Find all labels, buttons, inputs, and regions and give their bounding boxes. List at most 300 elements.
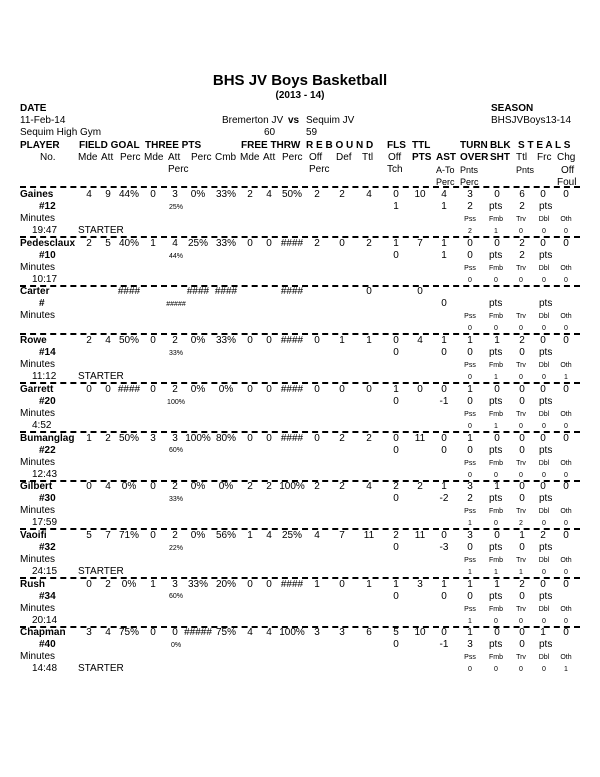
steal-type-value: 0	[542, 617, 546, 625]
col-blk: BLK	[490, 140, 511, 151]
attempt-percent: 22%	[168, 544, 184, 552]
steal-type-value: 1	[519, 568, 523, 576]
steal-type-value: 1	[468, 568, 472, 576]
fg-percent: 75%	[118, 627, 140, 639]
three-made: 0	[150, 627, 156, 639]
minutes-label: Minutes	[20, 261, 56, 273]
minutes-played: 19:47	[32, 225, 58, 236]
three-percent: #####	[184, 627, 212, 639]
steal-type-value: 0	[564, 568, 568, 576]
turnovers: 1	[467, 578, 473, 590]
blocks: 0	[494, 432, 500, 444]
reb-offensive: 0	[314, 335, 320, 347]
steal-type-label: Dbl	[538, 362, 550, 370]
combined-percent: 75%	[215, 627, 237, 639]
steals-total: 0	[519, 383, 525, 395]
minutes-label: Minutes	[20, 213, 56, 224]
steal-type-value: 0	[542, 422, 546, 430]
three-attempted: 2	[172, 383, 178, 395]
away-score: 59	[306, 127, 318, 138]
turnovers: 0	[467, 237, 473, 249]
fg-percent: 71%	[118, 529, 140, 541]
steal-type-value: 1	[494, 568, 498, 576]
points: 0	[417, 286, 423, 298]
steal-type-label: Oth	[560, 459, 572, 467]
starter-flag: STARTER	[78, 663, 124, 675]
reb-defensive: 2	[339, 189, 345, 200]
pts-label-2: pts	[539, 444, 553, 456]
touches: 1	[393, 201, 399, 212]
fg-attempted: 5	[105, 237, 111, 249]
steal-type-label: Pss	[464, 508, 476, 516]
fg-made: 5	[86, 529, 92, 541]
game-location: Sequim High Gym	[20, 127, 102, 138]
reb-defensive: 1	[339, 335, 345, 347]
points: 4	[417, 335, 423, 347]
ft-made: 1	[247, 529, 253, 541]
steal-type-value: 0	[494, 520, 498, 528]
steals-total: 2	[519, 237, 525, 249]
pts-label: pts	[489, 201, 503, 212]
fg-percent: 0%	[121, 481, 137, 493]
reb-defensive: 0	[339, 383, 345, 395]
player-name: Gaines	[20, 189, 54, 200]
attempt-percent: 60%	[168, 593, 184, 601]
home-team: Bremerton JV	[222, 115, 284, 126]
steals-forced: 0	[540, 481, 546, 493]
ft-percent: ####	[280, 578, 304, 590]
charges: 0	[563, 432, 569, 444]
col-att-perc: Perc	[168, 164, 189, 175]
points: 10	[414, 189, 426, 200]
col-fg-att: Att	[101, 152, 114, 163]
ft-attempted: 0	[266, 432, 272, 444]
ft-attempted: 4	[266, 529, 272, 541]
three-attempted: 3	[172, 432, 178, 444]
steal-type-value: 1	[494, 374, 498, 382]
assist-turnover: -3	[439, 541, 449, 553]
col-st-ttl: Ttl	[516, 152, 528, 163]
pts-label: pts	[489, 298, 503, 310]
touches: 0	[393, 541, 399, 553]
away-team: Sequim JV	[306, 115, 355, 126]
touches: 0	[393, 590, 399, 602]
fg-made: 2	[86, 335, 92, 347]
steal-type-value: 0	[519, 228, 523, 235]
pts-label: pts	[489, 639, 503, 651]
assists: 4	[441, 189, 447, 200]
charges: 0	[563, 335, 569, 347]
points: 2	[417, 481, 423, 493]
jersey-number: #34	[39, 590, 56, 602]
pts-label-2: pts	[539, 395, 553, 407]
steal-type-value: 0	[564, 276, 568, 284]
jersey-number: #22	[39, 444, 56, 456]
minutes-played: 20:14	[32, 614, 58, 626]
steal-type-value: 0	[564, 422, 568, 430]
fouls-offensive: 0	[393, 335, 399, 347]
three-percent: 0%	[190, 383, 206, 395]
reb-defensive: 7	[339, 529, 345, 541]
charges: 0	[563, 481, 569, 493]
pts-label-2: pts	[539, 590, 553, 602]
points: 11	[414, 432, 426, 444]
fg-percent: 0%	[121, 578, 137, 590]
attempt-percent: 44%	[168, 252, 184, 260]
steal-type-label: Fmb	[489, 410, 503, 418]
ft-made: 0	[247, 237, 253, 249]
reb-total: 0	[366, 383, 372, 395]
three-attempted: 0	[172, 627, 178, 639]
ft-made: 0	[247, 383, 253, 395]
steal-type-value: 0	[519, 422, 523, 430]
steals-total: 1	[519, 529, 525, 541]
steal-type-label: Pss	[464, 313, 476, 321]
steal-type-value: 0	[542, 520, 546, 528]
charges: 0	[563, 578, 569, 590]
steal-type-label: Trv	[516, 556, 526, 564]
steal-type-value: 0	[564, 471, 568, 479]
fouls-offensive: 1	[393, 383, 399, 395]
assists: 1	[441, 335, 447, 347]
ft-made: 0	[247, 432, 253, 444]
reb-total: 11	[363, 529, 375, 541]
steal-points: 0	[519, 395, 525, 407]
ft-percent: 50%	[281, 189, 303, 200]
three-made: 0	[150, 481, 156, 493]
ft-percent: 25%	[281, 529, 303, 541]
points: 0	[417, 383, 423, 395]
charges: 0	[563, 627, 569, 639]
steal-type-value: 0	[494, 325, 498, 333]
minutes-played: 11:12	[32, 371, 57, 383]
pts-label: pts	[489, 444, 503, 456]
steal-points: 0	[519, 590, 525, 602]
col-tp-att: Att	[168, 152, 181, 163]
pts-label-2: pts	[539, 201, 553, 212]
steal-type-value: 0	[494, 276, 498, 284]
col-ato: A-To	[436, 165, 455, 175]
steal-type-value: 0	[564, 520, 568, 528]
touches: 0	[393, 249, 399, 261]
points: 3	[417, 578, 423, 590]
blocks: 0	[494, 529, 500, 541]
ft-made: 2	[247, 481, 253, 493]
steal-type-label: Fmb	[489, 459, 503, 467]
combined-percent: 33%	[215, 189, 237, 200]
col-sht: SHT	[490, 152, 510, 163]
steals-total: 2	[519, 578, 525, 590]
minutes-label: Minutes	[20, 505, 56, 517]
steal-type-value: 0	[494, 471, 498, 479]
steal-type-value: 0	[494, 617, 498, 625]
col-off: Off	[561, 165, 575, 176]
col-over: OVER	[460, 152, 489, 163]
steal-type-value: 0	[468, 276, 472, 284]
col-reb-off: Off	[309, 152, 323, 163]
blocks: 0	[494, 237, 500, 249]
home-score: 60	[264, 127, 276, 138]
steal-type-label: Trv	[516, 605, 526, 613]
ft-percent: ####	[280, 383, 304, 395]
three-attempted: 3	[172, 578, 178, 590]
three-made: 1	[150, 578, 156, 590]
attempt-percent: #####	[166, 301, 186, 309]
steal-type-label: Oth	[560, 216, 572, 223]
steals-forced: 1	[540, 627, 546, 639]
steal-type-value: 0	[542, 666, 546, 674]
charges: 0	[563, 529, 569, 541]
fg-percent: 44%	[118, 189, 140, 200]
steal-type-label: Dbl	[538, 410, 550, 418]
steal-type-value: 0	[564, 617, 568, 625]
steal-type-label: Oth	[560, 410, 572, 418]
steals-total: 0	[519, 627, 525, 639]
steal-type-label: Dbl	[538, 216, 550, 223]
fouls-offensive: 0	[393, 189, 399, 200]
steal-type-value: 1	[494, 228, 498, 235]
fg-attempted: 4	[105, 627, 111, 639]
col-pts: PTS	[412, 152, 432, 163]
three-made: 0	[150, 529, 156, 541]
three-made: 3	[150, 432, 156, 444]
col-fg-mde: Mde	[78, 152, 98, 163]
blocks: 0	[494, 627, 500, 639]
steal-type-label: Oth	[560, 313, 572, 321]
turnovers: 3	[467, 481, 473, 493]
steals-total: 2	[519, 335, 525, 347]
reb-defensive: 0	[339, 237, 345, 249]
fg-attempted: 0	[105, 383, 111, 395]
reb-offensive: 2	[314, 481, 320, 493]
col-pnts-2: Pnts	[516, 165, 535, 175]
fg-made: 1	[86, 432, 92, 444]
three-made: 0	[150, 335, 156, 347]
turnovers: 1	[467, 627, 473, 639]
steal-type-value: 1	[468, 617, 472, 625]
combined-percent: 33%	[215, 335, 237, 347]
steal-type-value: 2	[468, 228, 472, 235]
pts-label-2: pts	[539, 639, 553, 651]
col-tch: Tch	[387, 164, 403, 175]
turnover-points: 2	[467, 493, 473, 505]
pts-label-2: pts	[539, 249, 553, 261]
col-fls-off: Off	[388, 152, 402, 163]
pts-label-2: pts	[539, 493, 553, 505]
touches: 0	[393, 444, 399, 456]
three-percent: 25%	[187, 237, 209, 249]
ft-percent: 100%	[279, 627, 305, 639]
steal-type-label: Trv	[516, 508, 526, 516]
steal-type-label: Fmb	[489, 654, 503, 662]
fouls-offensive: 0	[393, 432, 399, 444]
three-attempted: 4	[172, 237, 178, 249]
turnover-points: 0	[467, 249, 473, 261]
steals-forced: 0	[540, 237, 546, 249]
col-pnts: Pnts	[460, 165, 479, 175]
col-ast: AST	[436, 152, 456, 163]
report-title: BHS JV Boys Basketball	[212, 72, 388, 89]
assist-turnover: 1	[441, 249, 447, 261]
assist-turnover: 0	[441, 298, 447, 310]
ft-percent: ####	[280, 335, 304, 347]
attempt-percent: 33%	[168, 349, 184, 357]
fg-attempted: 2	[105, 432, 111, 444]
steal-type-label: Pss	[464, 216, 476, 223]
col-turn: TURN	[460, 140, 488, 151]
minutes-played: 4:52	[32, 419, 52, 431]
three-made: 0	[150, 189, 156, 200]
jersey-number: #30	[39, 493, 56, 505]
jersey-number: #14	[39, 347, 56, 359]
col-player: PLAYER	[20, 140, 60, 151]
assist-turnover: -1	[439, 639, 449, 651]
steal-points: 2	[519, 201, 525, 212]
turnover-points: 2	[467, 201, 473, 212]
steal-type-label: Trv	[516, 654, 526, 662]
steal-type-value: 0	[494, 666, 498, 674]
col-fls: FLS	[387, 140, 406, 151]
reb-offensive: 3	[314, 627, 320, 639]
turnover-points: 3	[467, 639, 473, 651]
starter-flag: STARTER	[78, 225, 124, 236]
steal-type-label: Trv	[516, 362, 526, 370]
col-foul: Foul	[557, 177, 577, 188]
points: 10	[414, 627, 426, 639]
combined-percent: 0%	[218, 383, 234, 395]
turnover-points: 0	[467, 347, 473, 359]
three-percent: ####	[186, 286, 210, 298]
assists: 1	[441, 237, 447, 249]
steal-type-value: 0	[564, 325, 568, 333]
pts-label: pts	[489, 493, 503, 505]
blocks: 1	[494, 335, 500, 347]
ft-attempted: 4	[266, 627, 272, 639]
steal-type-value: 0	[519, 471, 523, 479]
steal-type-value: 0	[519, 617, 523, 625]
col-no: No.	[40, 152, 56, 163]
fg-made: 4	[86, 189, 92, 200]
three-percent: 0%	[190, 529, 206, 541]
steal-type-label: Pss	[464, 556, 476, 564]
steal-points: 0	[519, 444, 525, 456]
season-years: (2013 - 14)	[275, 90, 325, 101]
steal-type-label: Dbl	[538, 264, 550, 272]
steal-type-label: Pss	[464, 459, 476, 467]
charges: 0	[563, 383, 569, 395]
steals-forced: 0	[540, 432, 546, 444]
steal-type-value: 0	[468, 666, 472, 674]
turnover-points: 0	[467, 590, 473, 602]
assist-turnover: -2	[439, 493, 449, 505]
col-three-pts: THREE PTS	[145, 140, 202, 151]
jersey-number: #10	[39, 249, 56, 261]
steal-type-value: 0	[542, 325, 546, 333]
three-attempted: 2	[172, 529, 178, 541]
ft-percent: ####	[280, 432, 304, 444]
steal-type-label: Fmb	[489, 362, 503, 370]
steal-type-label: Dbl	[538, 313, 550, 321]
combined-percent: ####	[214, 286, 238, 298]
fouls-offensive: 2	[393, 529, 399, 541]
steal-type-label: Dbl	[538, 459, 550, 467]
steal-type-label: Trv	[516, 313, 526, 321]
minutes-played: 14:48	[32, 663, 58, 675]
steal-type-label: Dbl	[538, 605, 550, 613]
col-field-goal: FIELD GOAL	[79, 140, 140, 151]
turnover-points: 0	[467, 395, 473, 407]
fouls-offensive: 2	[393, 481, 399, 493]
reb-total: 4	[366, 481, 372, 493]
ft-made: 0	[247, 335, 253, 347]
pts-label: pts	[489, 395, 503, 407]
reb-offensive: 0	[314, 383, 320, 395]
pts-label: pts	[489, 347, 503, 359]
blocks: 0	[494, 189, 500, 200]
minutes-played: 17:59	[32, 517, 58, 529]
steal-type-label: Trv	[516, 459, 526, 467]
steal-type-label: Fmb	[489, 556, 503, 564]
attempt-percent: 60%	[168, 447, 184, 455]
steal-points: 0	[519, 639, 525, 651]
reb-total: 2	[366, 237, 372, 249]
steal-type-label: Trv	[516, 264, 526, 272]
fg-made: 3	[86, 627, 92, 639]
steal-type-label: Fmb	[489, 264, 503, 272]
attempt-percent: 100%	[167, 398, 185, 406]
steals-forced: 2	[540, 529, 546, 541]
turnovers: 3	[467, 189, 473, 200]
reb-defensive: 3	[339, 627, 345, 639]
assists: 0	[441, 627, 447, 639]
fg-percent: ####	[117, 383, 141, 395]
three-attempted: 3	[172, 189, 178, 200]
pts-label-2: pts	[539, 298, 553, 310]
assist-turnover: 0	[441, 444, 447, 456]
attempt-percent: 25%	[168, 203, 184, 211]
col-perc-a: Perc	[436, 177, 455, 187]
steal-type-label: Pss	[464, 410, 476, 418]
steal-type-label: Dbl	[538, 508, 550, 516]
attempt-percent: 0%	[170, 642, 182, 650]
ft-attempted: 2	[266, 481, 272, 493]
col-rebound: R E B O U N D	[306, 140, 374, 151]
player-name: Bumanglag	[20, 432, 75, 444]
ft-attempted: 4	[266, 189, 272, 200]
minutes-played: 24:15	[32, 565, 58, 577]
minutes-label: Minutes	[20, 553, 56, 565]
fg-percent: 50%	[118, 335, 140, 347]
points: 7	[417, 237, 423, 249]
steals-forced: 0	[540, 189, 546, 200]
fg-percent: 40%	[118, 237, 140, 249]
ft-percent: ####	[280, 237, 304, 249]
minutes-label: Minutes	[20, 456, 56, 468]
steal-type-label: Dbl	[538, 556, 550, 564]
ft-attempted: 0	[266, 237, 272, 249]
fg-made: 0	[86, 481, 92, 493]
steal-points: 0	[519, 347, 525, 359]
fg-attempted: 9	[105, 189, 111, 200]
steal-type-value: 0	[519, 325, 523, 333]
touches: 0	[393, 639, 399, 651]
ft-percent: 100%	[279, 481, 305, 493]
fg-attempted: 4	[105, 481, 111, 493]
steal-type-label: Oth	[560, 556, 572, 564]
player-name: Carter	[20, 286, 50, 298]
col-tp-mde: Mde	[144, 152, 164, 163]
steal-type-label: Dbl	[538, 654, 550, 662]
